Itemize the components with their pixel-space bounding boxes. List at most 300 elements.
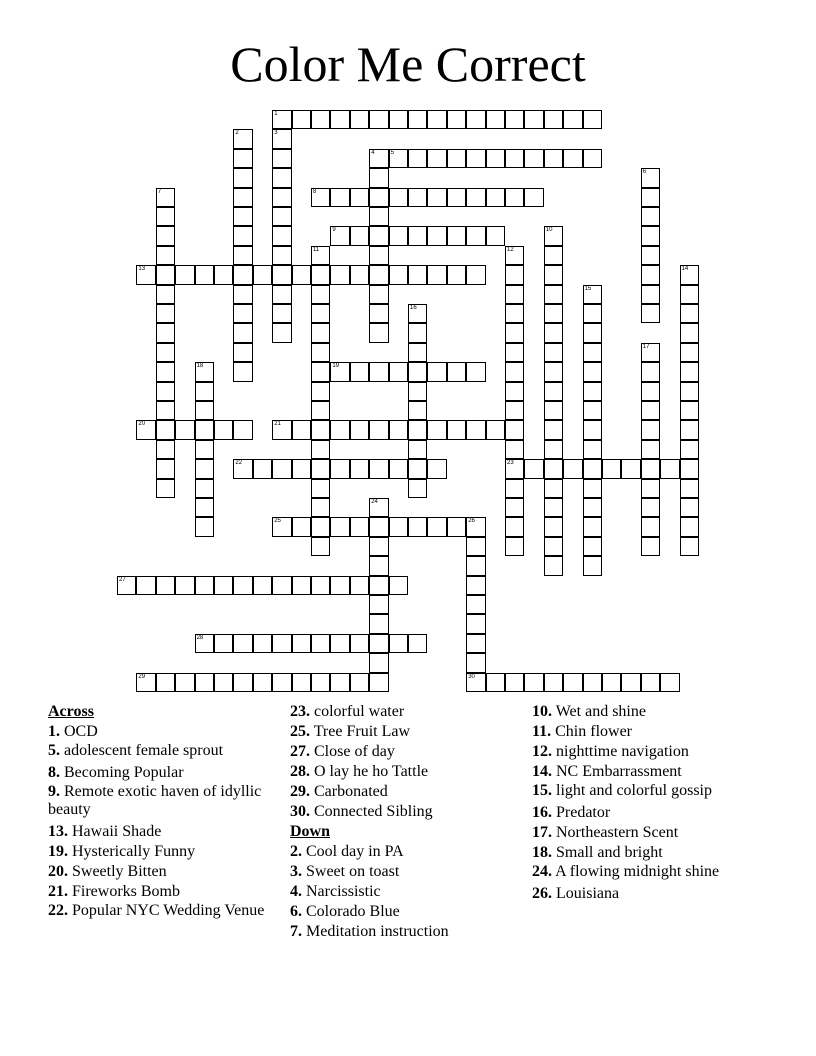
- grid-cell[interactable]: [156, 265, 175, 284]
- grid-cell[interactable]: [272, 634, 291, 653]
- grid-cell[interactable]: [156, 382, 175, 401]
- grid-cell[interactable]: [195, 479, 214, 498]
- grid-cell[interactable]: [641, 362, 660, 381]
- grid-cell[interactable]: [233, 323, 252, 342]
- grid-cell[interactable]: [505, 110, 524, 129]
- grid-cell[interactable]: [369, 265, 388, 284]
- grid-cell[interactable]: [195, 576, 214, 595]
- grid-cell[interactable]: [583, 498, 602, 517]
- grid-cell[interactable]: [680, 382, 699, 401]
- grid-cell[interactable]: [680, 343, 699, 362]
- grid-cell[interactable]: [563, 149, 582, 168]
- grid-cell[interactable]: [583, 362, 602, 381]
- grid-cell[interactable]: [544, 362, 563, 381]
- grid-cell[interactable]: [583, 440, 602, 459]
- grid-cell[interactable]: [195, 673, 214, 692]
- grid-cell[interactable]: [602, 459, 621, 478]
- grid-cell[interactable]: [524, 459, 543, 478]
- grid-cell[interactable]: [233, 362, 252, 381]
- grid-cell[interactable]: [641, 265, 660, 284]
- grid-cell[interactable]: [544, 343, 563, 362]
- grid-cell[interactable]: [427, 420, 446, 439]
- grid-cell[interactable]: [505, 517, 524, 536]
- grid-cell[interactable]: [350, 459, 369, 478]
- grid-cell[interactable]: [311, 673, 330, 692]
- grid-cell[interactable]: [311, 265, 330, 284]
- grid-cell[interactable]: [350, 362, 369, 381]
- grid-cell[interactable]: [641, 226, 660, 245]
- grid-cell[interactable]: [369, 188, 388, 207]
- grid-cell[interactable]: [544, 420, 563, 439]
- grid-cell[interactable]: [486, 149, 505, 168]
- grid-cell[interactable]: [369, 576, 388, 595]
- grid-cell[interactable]: [253, 459, 272, 478]
- grid-cell[interactable]: [505, 673, 524, 692]
- grid-cell[interactable]: [544, 246, 563, 265]
- grid-cell[interactable]: [311, 343, 330, 362]
- grid-cell[interactable]: [544, 459, 563, 478]
- grid-cell[interactable]: [369, 653, 388, 672]
- grid-cell[interactable]: [311, 382, 330, 401]
- grid-cell[interactable]: [466, 517, 485, 536]
- grid-cell[interactable]: [680, 401, 699, 420]
- grid-cell[interactable]: [195, 498, 214, 517]
- grid-cell[interactable]: [466, 420, 485, 439]
- grid-cell[interactable]: [408, 188, 427, 207]
- grid-cell[interactable]: [641, 207, 660, 226]
- grid-cell[interactable]: [311, 420, 330, 439]
- grid-cell[interactable]: [583, 323, 602, 342]
- grid-cell[interactable]: [389, 362, 408, 381]
- grid-cell[interactable]: [272, 323, 291, 342]
- grid-cell[interactable]: [292, 265, 311, 284]
- grid-cell[interactable]: [505, 362, 524, 381]
- grid-cell[interactable]: [680, 304, 699, 323]
- grid-cell[interactable]: [427, 226, 446, 245]
- grid-cell[interactable]: [156, 576, 175, 595]
- grid-cell[interactable]: [641, 285, 660, 304]
- grid-cell[interactable]: [505, 304, 524, 323]
- grid-cell[interactable]: [408, 110, 427, 129]
- grid-cell[interactable]: [311, 440, 330, 459]
- grid-cell[interactable]: [175, 265, 194, 284]
- grid-cell[interactable]: [583, 556, 602, 575]
- grid-cell[interactable]: [389, 265, 408, 284]
- grid-cell[interactable]: [583, 420, 602, 439]
- grid-cell[interactable]: [544, 673, 563, 692]
- grid-cell[interactable]: [680, 517, 699, 536]
- grid-cell[interactable]: [369, 323, 388, 342]
- grid-cell[interactable]: [447, 265, 466, 284]
- grid-cell[interactable]: [466, 537, 485, 556]
- grid-cell[interactable]: [369, 517, 388, 536]
- grid-cell[interactable]: [427, 149, 446, 168]
- grid-cell[interactable]: [427, 517, 446, 536]
- grid-cell[interactable]: [292, 576, 311, 595]
- grid-cell[interactable]: [233, 285, 252, 304]
- grid-cell[interactable]: [486, 673, 505, 692]
- grid-cell[interactable]: [175, 576, 194, 595]
- grid-cell[interactable]: [156, 188, 175, 207]
- grid-cell[interactable]: [389, 226, 408, 245]
- grid-cell[interactable]: [369, 110, 388, 129]
- grid-cell[interactable]: [233, 149, 252, 168]
- grid-cell[interactable]: [330, 226, 349, 245]
- grid-cell[interactable]: [156, 246, 175, 265]
- grid-cell[interactable]: [389, 634, 408, 653]
- grid-cell[interactable]: [292, 110, 311, 129]
- grid-cell[interactable]: [330, 634, 349, 653]
- grid-cell[interactable]: [272, 226, 291, 245]
- grid-cell[interactable]: [389, 576, 408, 595]
- grid-cell[interactable]: [641, 459, 660, 478]
- grid-cell[interactable]: [195, 459, 214, 478]
- grid-cell[interactable]: [408, 149, 427, 168]
- grid-cell[interactable]: [680, 440, 699, 459]
- grid-cell[interactable]: [369, 226, 388, 245]
- grid-cell[interactable]: [311, 246, 330, 265]
- grid-cell[interactable]: [524, 188, 543, 207]
- grid-cell[interactable]: [641, 304, 660, 323]
- grid-cell[interactable]: [505, 498, 524, 517]
- grid-cell[interactable]: [447, 420, 466, 439]
- grid-cell[interactable]: [292, 459, 311, 478]
- grid-cell[interactable]: [369, 362, 388, 381]
- grid-cell[interactable]: [330, 420, 349, 439]
- grid-cell[interactable]: [233, 246, 252, 265]
- grid-cell[interactable]: [156, 479, 175, 498]
- grid-cell[interactable]: [330, 459, 349, 478]
- grid-cell[interactable]: [544, 110, 563, 129]
- grid-cell[interactable]: [369, 556, 388, 575]
- grid-cell[interactable]: [583, 479, 602, 498]
- grid-cell[interactable]: [311, 401, 330, 420]
- grid-cell[interactable]: [175, 420, 194, 439]
- grid-cell[interactable]: [156, 304, 175, 323]
- grid-cell[interactable]: [389, 149, 408, 168]
- grid-cell[interactable]: [156, 226, 175, 245]
- grid-cell[interactable]: [680, 479, 699, 498]
- grid-cell[interactable]: [272, 517, 291, 536]
- grid-cell[interactable]: [466, 265, 485, 284]
- grid-cell[interactable]: [253, 634, 272, 653]
- grid-cell[interactable]: [272, 246, 291, 265]
- grid-cell[interactable]: [195, 382, 214, 401]
- grid-cell[interactable]: [641, 420, 660, 439]
- grid-cell[interactable]: [427, 362, 446, 381]
- grid-cell[interactable]: [136, 673, 155, 692]
- grid-cell[interactable]: [156, 323, 175, 342]
- grid-cell[interactable]: [311, 110, 330, 129]
- grid-cell[interactable]: [583, 517, 602, 536]
- grid-cell[interactable]: [544, 149, 563, 168]
- grid-cell[interactable]: [505, 382, 524, 401]
- grid-cell[interactable]: [641, 382, 660, 401]
- grid-cell[interactable]: [253, 265, 272, 284]
- grid-cell[interactable]: [292, 673, 311, 692]
- grid-cell[interactable]: [621, 459, 640, 478]
- grid-cell[interactable]: [583, 285, 602, 304]
- grid-cell[interactable]: [369, 459, 388, 478]
- grid-cell[interactable]: [505, 420, 524, 439]
- grid-cell[interactable]: [369, 246, 388, 265]
- grid-cell[interactable]: [466, 595, 485, 614]
- grid-cell[interactable]: [427, 110, 446, 129]
- grid-cell[interactable]: [486, 188, 505, 207]
- grid-cell[interactable]: [641, 537, 660, 556]
- grid-cell[interactable]: [602, 673, 621, 692]
- grid-cell[interactable]: [563, 673, 582, 692]
- grid-cell[interactable]: [311, 285, 330, 304]
- grid-cell[interactable]: [233, 265, 252, 284]
- grid-cell[interactable]: [233, 226, 252, 245]
- grid-cell[interactable]: [233, 129, 252, 148]
- grid-cell[interactable]: [505, 149, 524, 168]
- grid-cell[interactable]: [330, 110, 349, 129]
- grid-cell[interactable]: [195, 265, 214, 284]
- grid-cell[interactable]: [466, 556, 485, 575]
- grid-cell[interactable]: [408, 265, 427, 284]
- grid-cell[interactable]: [136, 265, 155, 284]
- grid-cell[interactable]: [272, 304, 291, 323]
- grid-cell[interactable]: [544, 401, 563, 420]
- grid-cell[interactable]: [272, 188, 291, 207]
- grid-cell[interactable]: [330, 265, 349, 284]
- grid-cell[interactable]: [505, 401, 524, 420]
- grid-cell[interactable]: [583, 537, 602, 556]
- grid-cell[interactable]: [350, 188, 369, 207]
- grid-cell[interactable]: [680, 265, 699, 284]
- grid-cell[interactable]: [156, 420, 175, 439]
- grid-cell[interactable]: [466, 653, 485, 672]
- grid-cell[interactable]: [486, 110, 505, 129]
- grid-cell[interactable]: [447, 149, 466, 168]
- grid-cell[interactable]: [214, 634, 233, 653]
- grid-cell[interactable]: [350, 226, 369, 245]
- grid-cell[interactable]: [544, 479, 563, 498]
- grid-cell[interactable]: [583, 401, 602, 420]
- grid-cell[interactable]: [369, 420, 388, 439]
- grid-cell[interactable]: [272, 149, 291, 168]
- grid-cell[interactable]: [175, 673, 194, 692]
- grid-cell[interactable]: [369, 498, 388, 517]
- grid-cell[interactable]: [466, 634, 485, 653]
- grid-cell[interactable]: [447, 226, 466, 245]
- grid-cell[interactable]: [544, 537, 563, 556]
- grid-cell[interactable]: [272, 207, 291, 226]
- grid-cell[interactable]: [233, 168, 252, 187]
- grid-cell[interactable]: [292, 420, 311, 439]
- grid-cell[interactable]: [427, 265, 446, 284]
- grid-cell[interactable]: [350, 110, 369, 129]
- grid-cell[interactable]: [389, 420, 408, 439]
- grid-cell[interactable]: [195, 401, 214, 420]
- grid-cell[interactable]: [544, 304, 563, 323]
- grid-cell[interactable]: [408, 343, 427, 362]
- grid-cell[interactable]: [233, 576, 252, 595]
- grid-cell[interactable]: [233, 188, 252, 207]
- grid-cell[interactable]: [641, 246, 660, 265]
- grid-cell[interactable]: [195, 420, 214, 439]
- grid-cell[interactable]: [466, 614, 485, 633]
- grid-cell[interactable]: [195, 634, 214, 653]
- grid-cell[interactable]: [311, 576, 330, 595]
- grid-cell[interactable]: [233, 459, 252, 478]
- grid-cell[interactable]: [272, 459, 291, 478]
- grid-cell[interactable]: [505, 188, 524, 207]
- grid-cell[interactable]: [563, 110, 582, 129]
- grid-cell[interactable]: [272, 265, 291, 284]
- grid-cell[interactable]: [544, 285, 563, 304]
- grid-cell[interactable]: [330, 188, 349, 207]
- grid-cell[interactable]: [369, 168, 388, 187]
- grid-cell[interactable]: [233, 207, 252, 226]
- grid-cell[interactable]: [233, 673, 252, 692]
- grid-cell[interactable]: [311, 634, 330, 653]
- grid-cell[interactable]: [447, 362, 466, 381]
- grid-cell[interactable]: [214, 673, 233, 692]
- grid-cell[interactable]: [621, 673, 640, 692]
- grid-cell[interactable]: [524, 673, 543, 692]
- grid-cell[interactable]: [641, 168, 660, 187]
- grid-cell[interactable]: [350, 265, 369, 284]
- grid-cell[interactable]: [680, 537, 699, 556]
- grid-cell[interactable]: [680, 459, 699, 478]
- grid-cell[interactable]: [369, 304, 388, 323]
- grid-cell[interactable]: [350, 420, 369, 439]
- grid-cell[interactable]: [136, 576, 155, 595]
- grid-cell[interactable]: [524, 110, 543, 129]
- grid-cell[interactable]: [466, 673, 485, 692]
- grid-cell[interactable]: [408, 420, 427, 439]
- grid-cell[interactable]: [505, 343, 524, 362]
- grid-cell[interactable]: [641, 479, 660, 498]
- grid-cell[interactable]: [641, 188, 660, 207]
- grid-cell[interactable]: [583, 304, 602, 323]
- grid-cell[interactable]: [660, 673, 679, 692]
- grid-cell[interactable]: [311, 479, 330, 498]
- grid-cell[interactable]: [311, 304, 330, 323]
- grid-cell[interactable]: [369, 673, 388, 692]
- grid-cell[interactable]: [641, 401, 660, 420]
- grid-cell[interactable]: [311, 517, 330, 536]
- grid-cell[interactable]: [680, 285, 699, 304]
- grid-cell[interactable]: [641, 498, 660, 517]
- grid-cell[interactable]: [311, 537, 330, 556]
- grid-cell[interactable]: [311, 459, 330, 478]
- grid-cell[interactable]: [544, 498, 563, 517]
- grid-cell[interactable]: [427, 459, 446, 478]
- grid-cell[interactable]: [292, 634, 311, 653]
- grid-cell[interactable]: [505, 479, 524, 498]
- grid-cell[interactable]: [466, 226, 485, 245]
- grid-cell[interactable]: [136, 420, 155, 439]
- grid-cell[interactable]: [583, 673, 602, 692]
- grid-cell[interactable]: [369, 595, 388, 614]
- grid-cell[interactable]: [408, 459, 427, 478]
- grid-cell[interactable]: [311, 362, 330, 381]
- grid-cell[interactable]: [369, 285, 388, 304]
- grid-cell[interactable]: [369, 614, 388, 633]
- grid-cell[interactable]: [408, 382, 427, 401]
- grid-cell[interactable]: [680, 323, 699, 342]
- grid-cell[interactable]: [195, 362, 214, 381]
- grid-cell[interactable]: [583, 110, 602, 129]
- grid-cell[interactable]: [408, 634, 427, 653]
- grid-cell[interactable]: [272, 168, 291, 187]
- grid-cell[interactable]: [156, 343, 175, 362]
- grid-cell[interactable]: [389, 188, 408, 207]
- grid-cell[interactable]: [156, 401, 175, 420]
- grid-cell[interactable]: [408, 440, 427, 459]
- grid-cell[interactable]: [156, 285, 175, 304]
- grid-cell[interactable]: [389, 459, 408, 478]
- grid-cell[interactable]: [330, 517, 349, 536]
- grid-cell[interactable]: [466, 110, 485, 129]
- grid-cell[interactable]: [505, 537, 524, 556]
- grid-cell[interactable]: [505, 323, 524, 342]
- grid-cell[interactable]: [117, 576, 136, 595]
- grid-cell[interactable]: [680, 498, 699, 517]
- grid-cell[interactable]: [544, 265, 563, 284]
- grid-cell[interactable]: [641, 343, 660, 362]
- grid-cell[interactable]: [214, 265, 233, 284]
- grid-cell[interactable]: [330, 673, 349, 692]
- grid-cell[interactable]: [233, 304, 252, 323]
- grid-cell[interactable]: [505, 285, 524, 304]
- grid-cell[interactable]: [253, 576, 272, 595]
- grid-cell[interactable]: [272, 129, 291, 148]
- grid-cell[interactable]: [563, 459, 582, 478]
- grid-cell[interactable]: [408, 323, 427, 342]
- grid-cell[interactable]: [369, 537, 388, 556]
- grid-cell[interactable]: [389, 110, 408, 129]
- grid-cell[interactable]: [680, 420, 699, 439]
- grid-cell[interactable]: [253, 673, 272, 692]
- grid-cell[interactable]: [641, 673, 660, 692]
- grid-cell[interactable]: [272, 673, 291, 692]
- grid-cell[interactable]: [447, 517, 466, 536]
- grid-cell[interactable]: [583, 459, 602, 478]
- grid-cell[interactable]: [369, 207, 388, 226]
- grid-cell[interactable]: [156, 459, 175, 478]
- grid-cell[interactable]: [505, 265, 524, 284]
- grid-cell[interactable]: [583, 149, 602, 168]
- grid-cell[interactable]: [233, 420, 252, 439]
- grid-cell[interactable]: [505, 246, 524, 265]
- grid-cell[interactable]: [311, 188, 330, 207]
- grid-cell[interactable]: [524, 149, 543, 168]
- grid-cell[interactable]: [408, 401, 427, 420]
- grid-cell[interactable]: [544, 517, 563, 536]
- grid-cell[interactable]: [544, 556, 563, 575]
- grid-cell[interactable]: [214, 420, 233, 439]
- grid-cell[interactable]: [583, 343, 602, 362]
- grid-cell[interactable]: [350, 576, 369, 595]
- grid-cell[interactable]: [330, 362, 349, 381]
- grid-cell[interactable]: [447, 188, 466, 207]
- grid-cell[interactable]: [195, 440, 214, 459]
- grid-cell[interactable]: [350, 634, 369, 653]
- grid-cell[interactable]: [486, 420, 505, 439]
- grid-cell[interactable]: [156, 207, 175, 226]
- grid-cell[interactable]: [369, 149, 388, 168]
- grid-cell[interactable]: [544, 440, 563, 459]
- grid-cell[interactable]: [350, 517, 369, 536]
- grid-cell[interactable]: [330, 576, 349, 595]
- grid-cell[interactable]: [369, 634, 388, 653]
- grid-cell[interactable]: [272, 576, 291, 595]
